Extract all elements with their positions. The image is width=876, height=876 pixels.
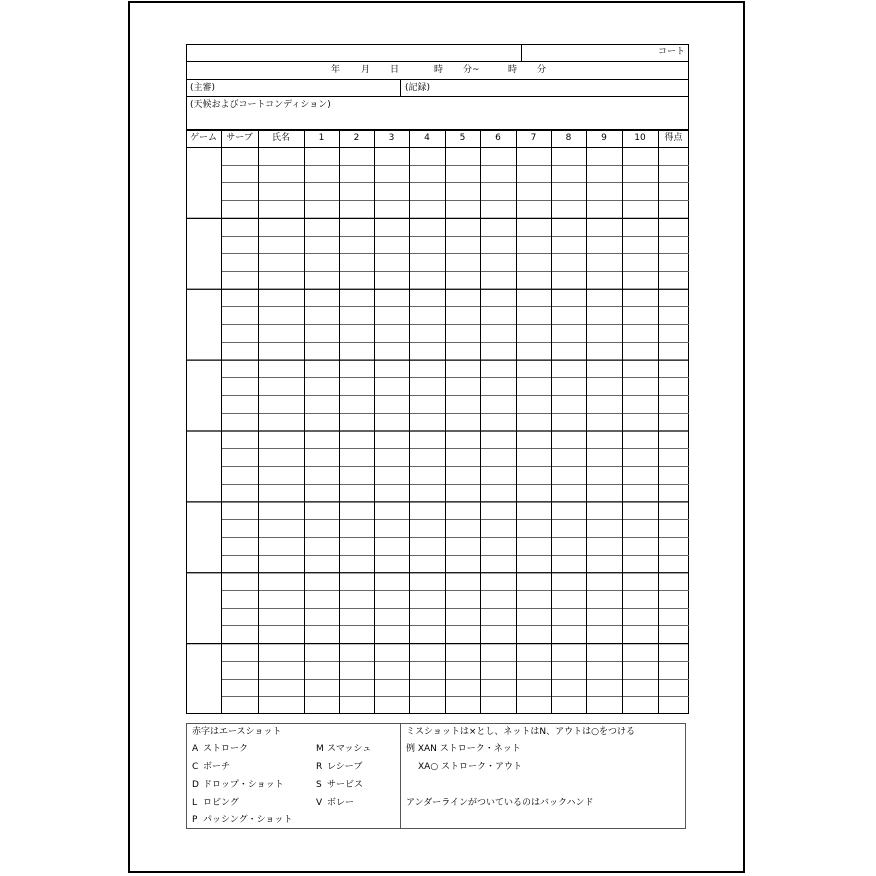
time-hour-to-label: 時 <box>508 65 518 75</box>
column-header: 5 <box>459 133 466 143</box>
shot-code-v: V <box>316 798 323 808</box>
shot-code-p: P <box>192 815 198 825</box>
column-header: 氏名 <box>271 133 290 143</box>
column-header: サーブ <box>226 133 253 143</box>
header-border <box>186 44 689 130</box>
shot-name-l: ロビング <box>203 798 239 808</box>
header-rule <box>186 61 689 62</box>
column-header: ゲーム <box>189 133 217 143</box>
miss-shot-note: ミスショットは×とし、ネットはN、アウトは○をつける <box>406 727 635 737</box>
date-day-label: 日 <box>390 65 400 75</box>
header-divider <box>400 79 401 96</box>
column-header: 6 <box>495 133 501 143</box>
shot-name-p: パッシング・ショット <box>203 815 293 825</box>
header-section <box>186 44 689 130</box>
column-header: 8 <box>565 133 572 143</box>
shot-code-r: R <box>316 762 323 772</box>
example-out: XA○ ストローク・アウト <box>418 762 523 772</box>
shot-name-c: ボーチ <box>203 762 231 772</box>
shot-code-d: D <box>192 780 199 790</box>
example-net: 例 XAN ストローク・ネット <box>406 744 521 754</box>
shot-code-l: L <box>192 798 198 808</box>
column-header: 4 <box>424 133 430 143</box>
shot-name-d: ドロップ・ショット <box>203 780 284 790</box>
date-year-label: 年 <box>331 65 341 75</box>
umpire-label: (主審) <box>190 83 216 93</box>
time-minute-to-label: 分 <box>537 65 547 75</box>
legend-divider <box>400 724 401 828</box>
column-header: 3 <box>388 133 395 143</box>
column-header: 10 <box>634 133 646 143</box>
court-label: コート <box>658 47 686 57</box>
shot-code-c: C <box>192 762 199 772</box>
shot-code-m: M <box>316 744 324 754</box>
header-rule <box>186 96 689 97</box>
column-header: 9 <box>601 133 607 143</box>
column-header: 7 <box>530 133 537 143</box>
shot-code-s: S <box>316 780 322 790</box>
column-header: 1 <box>318 133 325 143</box>
shot-name-s: サービス <box>327 780 364 790</box>
header-divider <box>521 44 522 61</box>
shot-name-a: ストローク <box>203 744 249 754</box>
weather-condition-label: (天候およびコートコンディション) <box>190 100 331 110</box>
date-month-label: 月 <box>361 65 371 75</box>
recorder-label: (記録) <box>405 83 431 93</box>
shot-name-v: ボレー <box>327 798 355 808</box>
shot-name-m: スマッシュ <box>327 744 372 754</box>
column-header: 2 <box>353 133 360 143</box>
legend-box <box>186 723 686 829</box>
ace-shot-note: 赤字はエースショット <box>192 727 282 737</box>
shot-code-a: A <box>192 744 199 754</box>
column-header: 得点 <box>664 133 683 143</box>
time-hour-label: 時 <box>434 65 444 75</box>
score-grid-lines <box>186 130 689 714</box>
header-rule <box>186 79 689 80</box>
time-minute-from-label: 分~ <box>463 65 480 75</box>
shot-name-r: レシーブ <box>327 762 363 772</box>
backhand-note: アンダーラインがついているのはバックハンド <box>406 798 594 808</box>
score-grid <box>186 130 689 714</box>
